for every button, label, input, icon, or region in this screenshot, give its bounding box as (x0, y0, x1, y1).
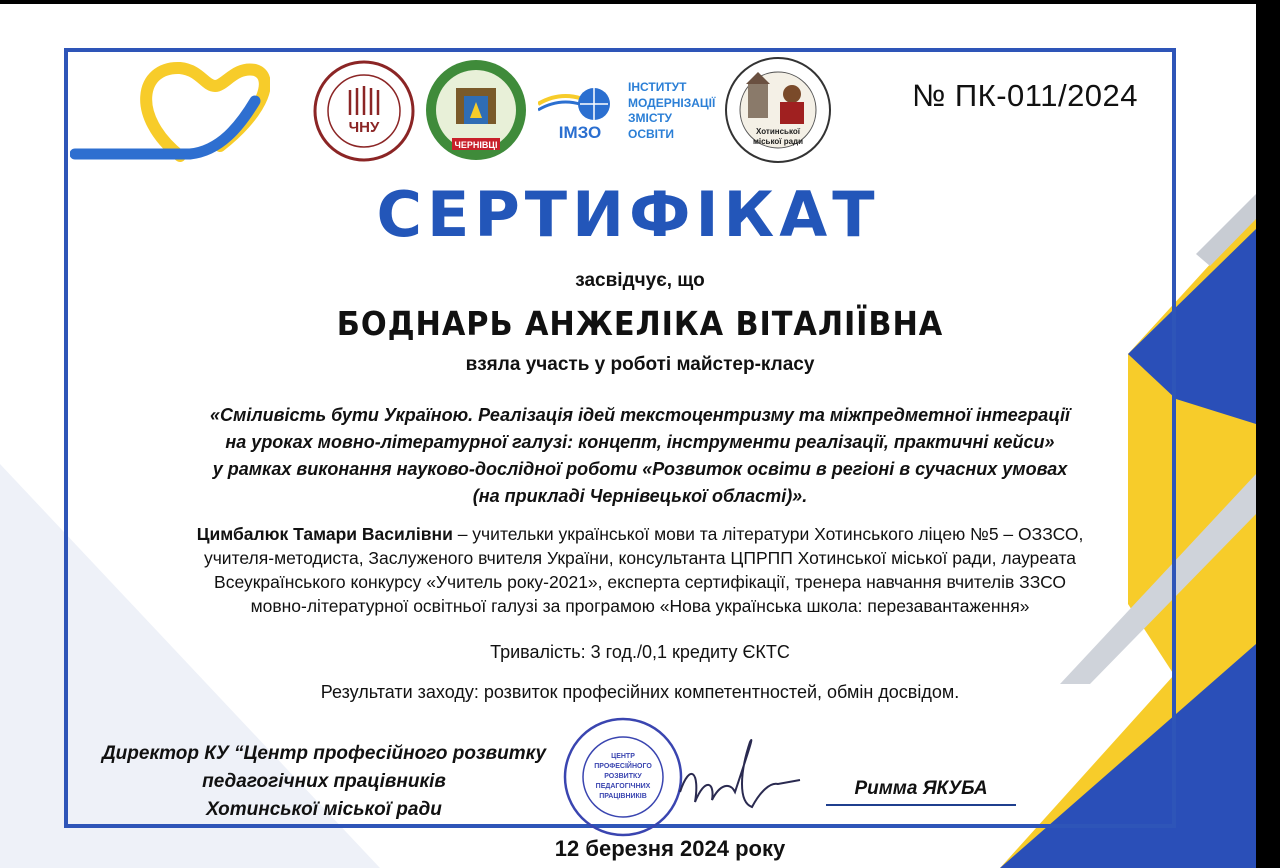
topic-block (90, 402, 1190, 510)
stamp-line: ПРОФЕСІЙНОГО (594, 763, 652, 770)
director-line: Хотинської міської ради (206, 799, 442, 820)
signatory-name: Римма ЯКУБА (826, 778, 1016, 806)
imzo-line: ОСВІТИ (628, 126, 674, 141)
results-text: Результати заходу: розвиток професійних компетентностей, обмін досвідом. (320, 682, 960, 702)
khotyn-line-1: Хотинської (756, 127, 800, 136)
imzo-logo (538, 82, 622, 146)
chnu-abbr: ЧНУ (348, 119, 380, 136)
trainer-name: Цимбалюк Тамари Василівни (196, 524, 453, 544)
heart-icon (70, 56, 270, 166)
trainer-desc: – учительки української мови та літератури Хотинського ліцею №5 – ОЗЗСО, (452, 524, 1084, 544)
certifies-text: засвідчує, що (575, 270, 705, 291)
chernivtsi-emblem (424, 58, 528, 162)
chnu-logo (310, 60, 418, 162)
trainer-line: учителя-методиста, Заслуженого вчителя України, консультанта ЦПРПП Хотинської міської ради, лауреата (203, 548, 1077, 568)
director-line: Директор КУ “Центр професійного розвитку (101, 743, 547, 764)
khotyn-center-logo (722, 56, 834, 164)
trainer-line: Всеукраїнського конкурсу «Учитель року-2021», експерта сертифікації, тренера навчання вчителів ЗЗСО (214, 572, 1066, 592)
certificate-number: № ПК-011/2024 (912, 78, 1139, 113)
topic-line: «Сміливість бути Україною. Реалізація ідей текстоцентризму та міжпредметної інтеграції (210, 405, 1070, 425)
director-title (84, 740, 564, 824)
stamp-line: ПЕДАГОГІЧНИХ (595, 783, 651, 790)
stamp-line: ПРАЦІВНИКІВ (599, 793, 647, 800)
khotyn-line-2: міської ради (752, 137, 804, 146)
director-line: педагогічних працівників (202, 771, 446, 792)
stamp-line: РОЗВИТКУ (604, 773, 642, 780)
trainer-block (90, 522, 1190, 618)
topic-line: у рамках виконання науково-дослідної роботи «Розвиток освіти в регіоні в сучасних умовах (212, 459, 1068, 479)
duration-text: Тривалість: 3 год./0,1 кредиту ЄКТС (490, 642, 790, 662)
imzo-line: ЗМІСТУ (628, 111, 673, 125)
imzo-abbr: ІМЗО (558, 123, 602, 142)
imzo-line: МОДЕРНІЗАЦІЇ (628, 95, 716, 110)
imzo-line: ІНСТИТУТ (628, 80, 687, 94)
participation-text: взяла участь у роботі майстер-класу (465, 354, 815, 375)
topic-line: (на прикладі Чернівецької області)». (472, 486, 808, 506)
certificate-title: СЕРТИФІКАТ (376, 178, 880, 251)
recipient-name: БОДНАРЬ АНЖЕЛІКА ВІТАЛІЇВНА (336, 304, 944, 343)
signature (660, 722, 810, 832)
trainer-line (90, 522, 1190, 546)
certificate-sheet (0, 4, 1256, 868)
imzo-caption (628, 80, 715, 142)
stamp-line: ЦЕНТР (611, 753, 635, 760)
trainer-line: мовно-літературної освітньої галузі за програмою «Нова українська школа: перезавантаження» (250, 596, 1030, 616)
certificate-date: 12 березня 2024 року (554, 836, 786, 861)
chernivtsi-label: ЧЕРНІВЦІ (454, 140, 498, 150)
topic-line: на уроках мовно-літературної галузі: концепт, інструменти реалізації, практичні кейси» (225, 432, 1055, 452)
